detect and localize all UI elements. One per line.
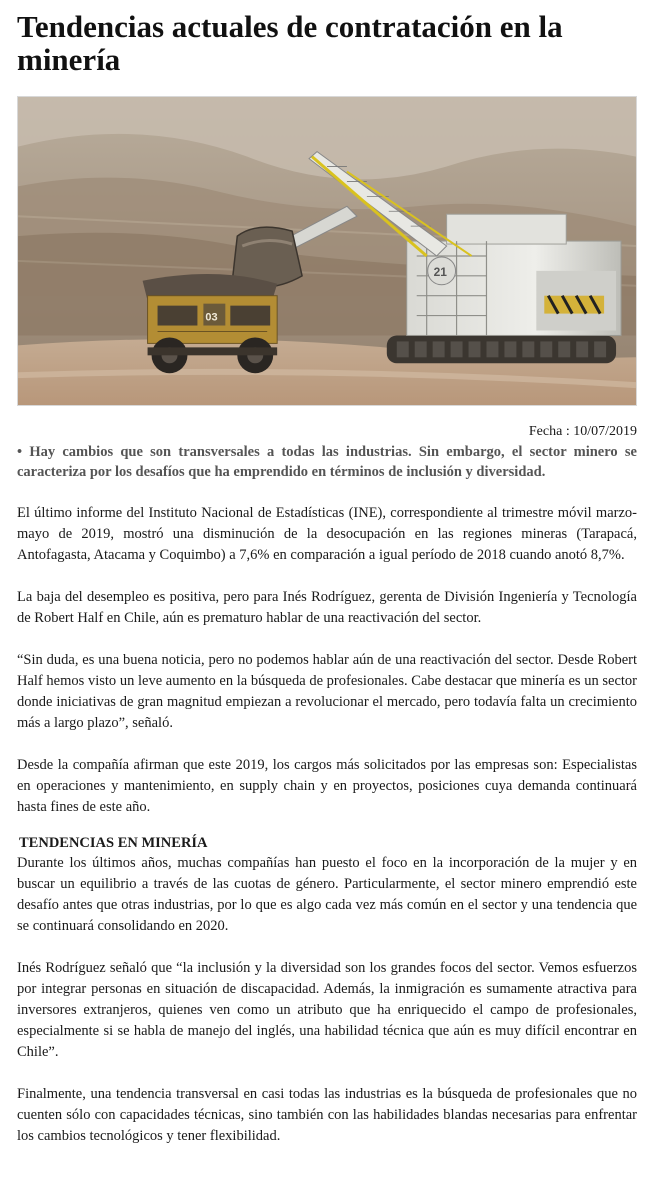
- truck-number: 03: [205, 311, 218, 324]
- article-title: Tendencias actuales de contratación en la minería: [17, 9, 563, 77]
- article: [17, 0, 637, 1147]
- paragraph-4: Desde la compañía afirman que este 2019, los cargos más solicitados por las empresas son: Especialistas en operaciones y mantenimiento, en supply chain y en proyectos, posiciones cuya demanda continuará hasta fines de este año.: [17, 757, 637, 815]
- paragraph-1: El último informe del Instituto Nacional de Estadísticas (INE), correspondiente al trimestre móvil marzo-mayo de 2019, mostró una disminución de la desocupación en las regiones mineras (Tarapacá, Antofagasta, Atacama y Coquimbo) a 7,6% en comparación a igual período de 2018 cuando anotó 8,7%.: [17, 505, 637, 563]
- paragraph-2: La baja del desempleo es positiva, pero para Inés Rodríguez, gerenta de División Ingeniería y Tecnología de Robert Half en Chile, aún es prematuro hablar de una reactivación del sector.: [17, 589, 637, 626]
- article-lead: • Hay cambios que son transversales a todas las industrias. Sin embargo, el sector minero se caracteriza por los desafíos que ha emprendido en términos de inclusión y diversidad.: [17, 444, 637, 480]
- paragraph-7: Finalmente, una tendencia transversal en casi todas las industrias es la búsqueda de profesionales que no cuenten sólo con capacidades técnicas, sino también con las habilidades blandas necesarias para enfrentar los cambios tecnológicos y tener flexibilidad.: [17, 1086, 637, 1144]
- hero-image: [17, 96, 637, 406]
- paragraph-3: “Sin duda, es una buena noticia, pero no podemos hablar aún de una reactivación del sector. Desde Robert Half hemos visto un leve aumento en la búsqueda de profesionales. Cabe destacar que minería es un sector donde iniciativas de gran magnitud empiezan a revolucionar el mercado, pero todavía falta un crecimiento más a largo plazo”, señaló.: [17, 652, 637, 731]
- paragraph-6: Inés Rodríguez señaló que “la inclusión y la diversidad son los grandes focos del sector. Vemos esfuerzos por integrar personas en situación de discapacidad. Además, la inmigración es sumamente atractiva para inversores extranjeros, quienes ven como un atributo que ha enriquecido el campo de profesionales, especialmente si se habla de manejo del inglés, una habilidad técnica que aún es muy difícil encontrar en Chile”.: [17, 960, 637, 1060]
- mining-photo: [18, 97, 636, 405]
- shovel-number: 21: [433, 264, 447, 279]
- article-date: Fecha : 10/07/2019: [528, 424, 637, 439]
- section-subheading: TENDENCIAS EN MINERÍA: [19, 835, 208, 851]
- paragraph-5: Durante los últimos años, muchas compañías han puesto el foco en la incorporación de la mujer y en buscar un equilibrio a través de las cuotas de género. Particularmente, el sector minero emprendió este desafío antes que otras industrias, por lo que es algo cada vez más común en el sector y una tendencia que se continuará consolidando en 2020.: [17, 855, 637, 934]
